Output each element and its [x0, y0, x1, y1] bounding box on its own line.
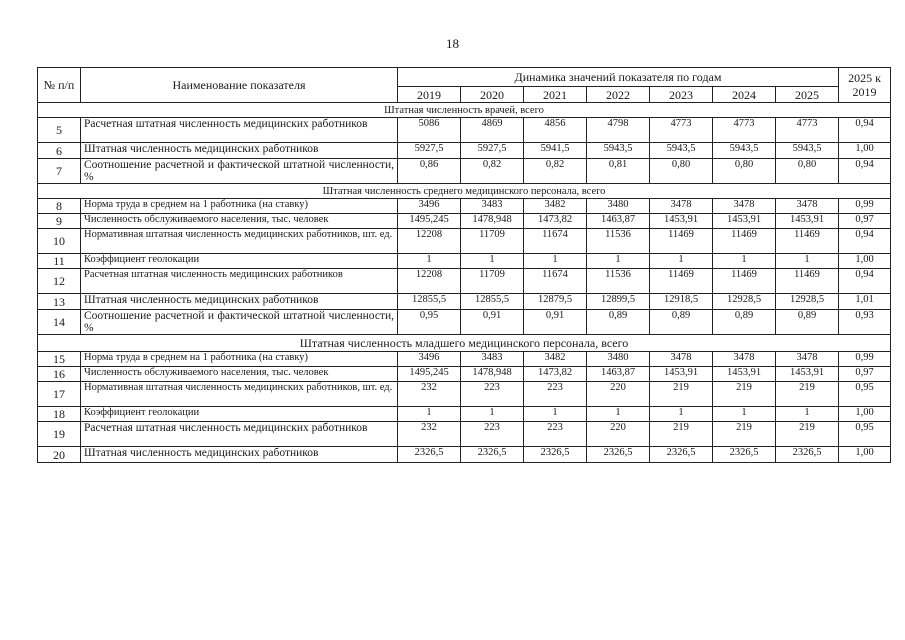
change-ratio: 0,97 — [839, 367, 891, 382]
year-value: 223 — [524, 382, 587, 407]
page-number: 18 — [446, 36, 459, 51]
indicator-name: Численность обслуживаемого населения, тыс. человек — [81, 367, 398, 382]
row-number: 14 — [38, 310, 81, 335]
year-value: 219 — [713, 422, 776, 447]
indicator-name: Соотношение расчетной и фактической штатной численности, % — [81, 310, 398, 335]
year-value: 219 — [650, 382, 713, 407]
year-value: 1473,82 — [524, 367, 587, 382]
table-row — [38, 447, 891, 463]
table-row — [38, 294, 891, 310]
table-row — [38, 143, 891, 159]
year-value: 1453,91 — [776, 367, 839, 382]
year-value: 1 — [398, 407, 461, 422]
year-value: 11469 — [650, 269, 713, 294]
year-value: 11469 — [776, 229, 839, 254]
change-ratio: 0,99 — [839, 352, 891, 367]
year-value: 3483 — [461, 199, 524, 214]
year-value: 1 — [524, 407, 587, 422]
year-value: 1 — [650, 254, 713, 269]
year-value: 1 — [713, 407, 776, 422]
change-ratio: 0,94 — [839, 118, 891, 143]
year-value: 12928,5 — [713, 294, 776, 310]
year-value: 3478 — [713, 199, 776, 214]
row-number: 16 — [38, 367, 81, 382]
year-value: 0,95 — [398, 310, 461, 335]
table-row — [38, 310, 891, 335]
year-value: 11536 — [587, 229, 650, 254]
year-value: 5943,5 — [587, 143, 650, 159]
year-value: 4798 — [587, 118, 650, 143]
year-value: 11469 — [713, 229, 776, 254]
row-number: 17 — [38, 382, 81, 407]
row-number: 5 — [38, 118, 81, 143]
row-number: 15 — [38, 352, 81, 367]
year-value: 1453,91 — [650, 367, 713, 382]
table-row — [38, 229, 891, 254]
indicator-name: Численность обслуживаемого населения, тыс. человек — [81, 214, 398, 229]
year-value: 12899,5 — [587, 294, 650, 310]
year-value: 1473,82 — [524, 214, 587, 229]
row-number: 12 — [38, 269, 81, 294]
header-year: 2022 — [587, 87, 650, 103]
indicator-name: Нормативная штатная численность медицинских работников, шт. ед. — [81, 229, 398, 254]
change-ratio: 0,99 — [839, 199, 891, 214]
year-value: 0,91 — [524, 310, 587, 335]
year-value: 0,82 — [524, 159, 587, 184]
indicator-name: Расчетная штатная численность медицинских работников — [81, 118, 398, 143]
year-value: 4773 — [776, 118, 839, 143]
table-row — [38, 382, 891, 407]
year-value: 11469 — [650, 229, 713, 254]
year-value: 0,86 — [398, 159, 461, 184]
year-value: 1 — [461, 407, 524, 422]
year-value: 3482 — [524, 352, 587, 367]
year-value: 1 — [587, 254, 650, 269]
table-row — [38, 269, 891, 294]
header-year: 2025 — [776, 87, 839, 103]
year-value: 12208 — [398, 269, 461, 294]
table-row — [38, 254, 891, 269]
year-value: 2326,5 — [461, 447, 524, 463]
year-value: 232 — [398, 422, 461, 447]
year-value: 12208 — [398, 229, 461, 254]
year-value: 2326,5 — [524, 447, 587, 463]
year-value: 11469 — [776, 269, 839, 294]
year-value: 12928,5 — [776, 294, 839, 310]
table-row — [38, 118, 891, 143]
year-value: 11674 — [524, 269, 587, 294]
year-value: 3478 — [713, 352, 776, 367]
indicator-name: Соотношение расчетной и фактической штатной численности, % — [81, 159, 398, 184]
year-value: 3480 — [587, 199, 650, 214]
year-value: 0,80 — [713, 159, 776, 184]
year-value: 223 — [524, 422, 587, 447]
year-value: 4773 — [650, 118, 713, 143]
year-value: 0,80 — [776, 159, 839, 184]
change-ratio: 0,95 — [839, 382, 891, 407]
change-ratio: 1,00 — [839, 254, 891, 269]
change-ratio: 0,94 — [839, 229, 891, 254]
year-value: 12879,5 — [524, 294, 587, 310]
year-value: 4773 — [713, 118, 776, 143]
row-number: 11 — [38, 254, 81, 269]
year-value: 0,89 — [650, 310, 713, 335]
year-value: 1 — [587, 407, 650, 422]
row-number: 13 — [38, 294, 81, 310]
year-value: 219 — [776, 422, 839, 447]
year-value: 12918,5 — [650, 294, 713, 310]
year-value: 3478 — [776, 352, 839, 367]
year-value: 1478,948 — [461, 214, 524, 229]
year-value: 2326,5 — [650, 447, 713, 463]
section-title: Штатная численность среднего медицинского персонала, всего — [38, 184, 891, 199]
row-number: 10 — [38, 229, 81, 254]
year-value: 3480 — [587, 352, 650, 367]
change-ratio: 0,93 — [839, 310, 891, 335]
year-value: 232 — [398, 382, 461, 407]
year-value: 5927,5 — [398, 143, 461, 159]
year-value: 3496 — [398, 352, 461, 367]
year-value: 0,89 — [587, 310, 650, 335]
table-row — [38, 159, 891, 184]
year-value: 3482 — [524, 199, 587, 214]
year-value: 1453,91 — [713, 367, 776, 382]
year-value: 2326,5 — [398, 447, 461, 463]
section-title: Штатная численность врачей, всего — [38, 103, 891, 118]
year-value: 2326,5 — [713, 447, 776, 463]
change-ratio: 0,94 — [839, 269, 891, 294]
row-number: 6 — [38, 143, 81, 159]
year-value: 1478,948 — [461, 367, 524, 382]
year-value: 1 — [776, 254, 839, 269]
year-value: 2326,5 — [776, 447, 839, 463]
year-value: 11674 — [524, 229, 587, 254]
indicator-name: Коэффициент геолокации — [81, 254, 398, 269]
year-value: 220 — [587, 382, 650, 407]
staffing-table — [37, 67, 891, 463]
year-value: 12855,5 — [461, 294, 524, 310]
year-value: 5927,5 — [461, 143, 524, 159]
row-number: 20 — [38, 447, 81, 463]
table-row — [38, 407, 891, 422]
header-year: 2021 — [524, 87, 587, 103]
indicator-name: Расчетная штатная численность медицинских работников — [81, 422, 398, 447]
year-value: 3496 — [398, 199, 461, 214]
year-value: 11709 — [461, 269, 524, 294]
year-value: 220 — [587, 422, 650, 447]
year-value: 219 — [713, 382, 776, 407]
year-value: 1463,87 — [587, 214, 650, 229]
year-value: 3478 — [650, 199, 713, 214]
indicator-name: Норма труда в среднем на 1 работника (на ставку) — [81, 352, 398, 367]
year-value: 5086 — [398, 118, 461, 143]
year-value: 5943,5 — [776, 143, 839, 159]
year-value: 0,89 — [776, 310, 839, 335]
table-row — [38, 352, 891, 367]
row-number: 19 — [38, 422, 81, 447]
indicator-name: Штатная численность медицинских работников — [81, 447, 398, 463]
change-ratio: 1,00 — [839, 143, 891, 159]
year-value: 0,82 — [461, 159, 524, 184]
header-year: 2023 — [650, 87, 713, 103]
year-value: 5943,5 — [650, 143, 713, 159]
indicator-name: Норма труда в среднем на 1 работника (на ставку) — [81, 199, 398, 214]
indicator-name: Расчетная штатная численность медицинских работников — [81, 269, 398, 294]
year-value: 11536 — [587, 269, 650, 294]
section-title: Штатная численность младшего медицинского персонала, всего — [38, 335, 891, 352]
table-row — [38, 422, 891, 447]
indicator-name: Нормативная штатная численность медицинских работников, шт. ед. — [81, 382, 398, 407]
year-value: 3478 — [776, 199, 839, 214]
year-value: 1 — [461, 254, 524, 269]
year-value: 1 — [776, 407, 839, 422]
row-number: 8 — [38, 199, 81, 214]
row-number: 9 — [38, 214, 81, 229]
year-value: 1 — [398, 254, 461, 269]
year-value: 11469 — [713, 269, 776, 294]
header-change: 2025 к 2019 — [839, 68, 891, 103]
change-ratio: 1,00 — [839, 407, 891, 422]
year-value: 223 — [461, 422, 524, 447]
year-value: 4869 — [461, 118, 524, 143]
year-value: 1495,245 — [398, 367, 461, 382]
year-value: 1 — [650, 407, 713, 422]
year-value: 1453,91 — [776, 214, 839, 229]
change-ratio: 1,00 — [839, 447, 891, 463]
header-number: № п/п — [38, 68, 81, 103]
year-value: 1495,245 — [398, 214, 461, 229]
change-ratio: 1,01 — [839, 294, 891, 310]
year-value: 1463,87 — [587, 367, 650, 382]
year-value: 0,91 — [461, 310, 524, 335]
row-number: 7 — [38, 159, 81, 184]
header-year: 2019 — [398, 87, 461, 103]
year-value: 223 — [461, 382, 524, 407]
change-ratio: 0,95 — [839, 422, 891, 447]
change-ratio: 0,97 — [839, 214, 891, 229]
year-value: 2326,5 — [587, 447, 650, 463]
year-value: 1 — [713, 254, 776, 269]
year-value: 5943,5 — [713, 143, 776, 159]
indicator-name: Штатная численность медицинских работников — [81, 143, 398, 159]
year-value: 1 — [524, 254, 587, 269]
year-value: 219 — [650, 422, 713, 447]
change-ratio: 0,94 — [839, 159, 891, 184]
year-value: 12855,5 — [398, 294, 461, 310]
table-row — [38, 214, 891, 229]
year-value: 0,81 — [587, 159, 650, 184]
year-value: 3483 — [461, 352, 524, 367]
indicator-name: Коэффициент геолокации — [81, 407, 398, 422]
year-value: 0,80 — [650, 159, 713, 184]
header-year: 2020 — [461, 87, 524, 103]
year-value: 0,89 — [713, 310, 776, 335]
table-row — [38, 367, 891, 382]
table-row — [38, 199, 891, 214]
indicator-name: Штатная численность медицинских работников — [81, 294, 398, 310]
year-value: 11709 — [461, 229, 524, 254]
row-number: 18 — [38, 407, 81, 422]
year-value: 4856 — [524, 118, 587, 143]
header-dynamics: Динамика значений показателя по годам — [398, 68, 839, 87]
year-value: 1453,91 — [650, 214, 713, 229]
year-value: 219 — [776, 382, 839, 407]
year-value: 3478 — [650, 352, 713, 367]
year-value: 1453,91 — [713, 214, 776, 229]
header-year: 2024 — [713, 87, 776, 103]
header-indicator-name: Наименование показателя — [81, 68, 398, 103]
year-value: 5941,5 — [524, 143, 587, 159]
